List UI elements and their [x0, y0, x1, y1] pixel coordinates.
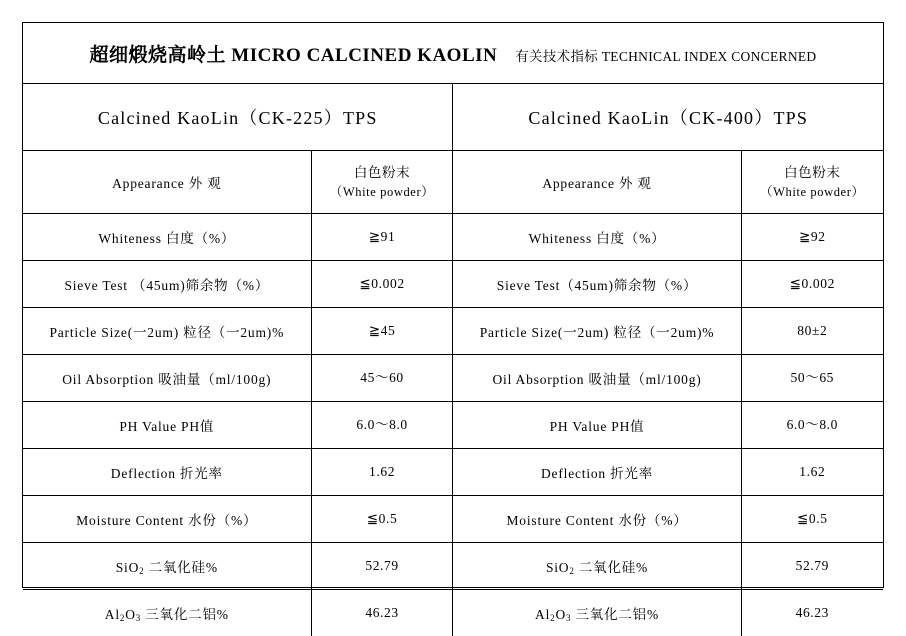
value-line-1: 白色粉末	[746, 163, 879, 183]
property-label-ph-value-left: PH Value PH值	[23, 402, 311, 449]
formula-suffix: 三氧化二铝%	[141, 607, 229, 622]
value-line-2: （White powder）	[746, 183, 879, 201]
property-value-appearance-left	[311, 151, 453, 214]
formula-subscript: 2	[569, 566, 574, 576]
property-label-sieve-test-left: Sieve Test （45um)筛余物（%）	[23, 261, 311, 308]
property-value-deflection-right: 1.62	[741, 449, 883, 496]
formula-prefix: Al	[535, 607, 550, 622]
property-value-al2o3-left: 46.23	[311, 590, 453, 636]
property-value-appearance-right	[741, 151, 883, 214]
table-row	[23, 402, 883, 449]
value-line-2: （White powder）	[316, 183, 449, 201]
table-row	[23, 590, 883, 636]
property-value-sieve-test-left: ≦0.002	[311, 261, 453, 308]
property-value-whiteness-left: ≧91	[311, 214, 453, 261]
property-label-deflection-left: Deflection 折光率	[23, 449, 311, 496]
product-title-right: Calcined KaoLin（CK-400）TPS	[453, 84, 883, 151]
property-value-sieve-test-right: ≦0.002	[741, 261, 883, 308]
property-label-sio2-right	[453, 543, 741, 590]
property-value-ph-value-right: 6.0～8.0	[741, 402, 883, 449]
property-label-oil-absorption-left: Oil Absorption 吸油量（ml/100g)	[23, 355, 311, 402]
property-label-deflection-right: Deflection 折光率	[453, 449, 741, 496]
property-label-al2o3-left	[23, 590, 311, 636]
property-label-sio2-left	[23, 543, 311, 590]
property-label-particle-size-left: Particle Size(一2um) 粒径（一2um)%	[23, 308, 311, 355]
table-row	[23, 496, 883, 543]
property-label-whiteness-right: Whiteness 白度（%）	[453, 214, 741, 261]
formula-subscript-2: 3	[566, 613, 571, 623]
product-header-row	[23, 84, 883, 151]
formula-middle: O	[125, 607, 136, 622]
property-label-moisture-content-left: Moisture Content 水份（%）	[23, 496, 311, 543]
property-label-appearance-right: Appearance 外 观	[453, 151, 741, 214]
property-value-sio2-left: 52.79	[311, 543, 453, 590]
property-value-moisture-content-right: ≦0.5	[741, 496, 883, 543]
property-value-particle-size-left: ≧45	[311, 308, 453, 355]
property-value-oil-absorption-right: 50～65	[741, 355, 883, 402]
property-label-appearance-left: Appearance 外 观	[23, 151, 311, 214]
formula-subscript: 2	[550, 613, 555, 623]
table-row	[23, 261, 883, 308]
property-value-whiteness-right: ≧92	[741, 214, 883, 261]
formula-prefix: Al	[105, 607, 120, 622]
property-value-oil-absorption-left: 45～60	[311, 355, 453, 402]
property-value-particle-size-right: 80±2	[741, 308, 883, 355]
property-value-ph-value-left: 6.0～8.0	[311, 402, 453, 449]
table-header-row	[23, 23, 883, 84]
formula-subscript: 2	[120, 613, 125, 623]
property-value-moisture-content-left: ≦0.5	[311, 496, 453, 543]
formula-prefix: SiO	[116, 560, 139, 575]
formula-suffix: 二氧化硅%	[144, 560, 217, 575]
table-row	[23, 449, 883, 496]
property-label-sieve-test-right: Sieve Test（45um)筛余物（%）	[453, 261, 741, 308]
property-label-whiteness-left: Whiteness 白度（%）	[23, 214, 311, 261]
property-label-oil-absorption-right: Oil Absorption 吸油量（ml/100g)	[453, 355, 741, 402]
property-value-deflection-left: 1.62	[311, 449, 453, 496]
property-label-ph-value-right: PH Value PH值	[453, 402, 741, 449]
formula-prefix: SiO	[546, 560, 569, 575]
property-label-particle-size-right: Particle Size(一2um) 粒径（一2um)%	[453, 308, 741, 355]
page-title: 超细煅烧高岭土 MICRO CALCINED KAOLIN	[90, 45, 498, 66]
document-title-cell	[23, 23, 883, 84]
specification-table	[23, 23, 883, 636]
property-value-al2o3-right: 46.23	[741, 590, 883, 636]
formula-subscript: 2	[139, 566, 144, 576]
property-label-al2o3-right	[453, 590, 741, 636]
formula-suffix: 三氧化二铝%	[571, 607, 659, 622]
formula-subscript-2: 3	[136, 613, 141, 623]
table-row	[23, 355, 883, 402]
table-row	[23, 151, 883, 214]
property-value-sio2-right: 52.79	[741, 543, 883, 590]
formula-suffix: 二氧化硅%	[575, 560, 648, 575]
table-row	[23, 308, 883, 355]
table-row	[23, 214, 883, 261]
value-line-1: 白色粉末	[316, 163, 449, 183]
spec-sheet	[22, 22, 884, 588]
product-title-left: Calcined KaoLin（CK-225）TPS	[23, 84, 453, 151]
table-row	[23, 543, 883, 590]
page-subtitle: 有关技术指标 TECHNICAL INDEX CONCERNED	[497, 49, 816, 64]
formula-middle: O	[555, 607, 566, 622]
property-label-moisture-content-right: Moisture Content 水份（%）	[453, 496, 741, 543]
